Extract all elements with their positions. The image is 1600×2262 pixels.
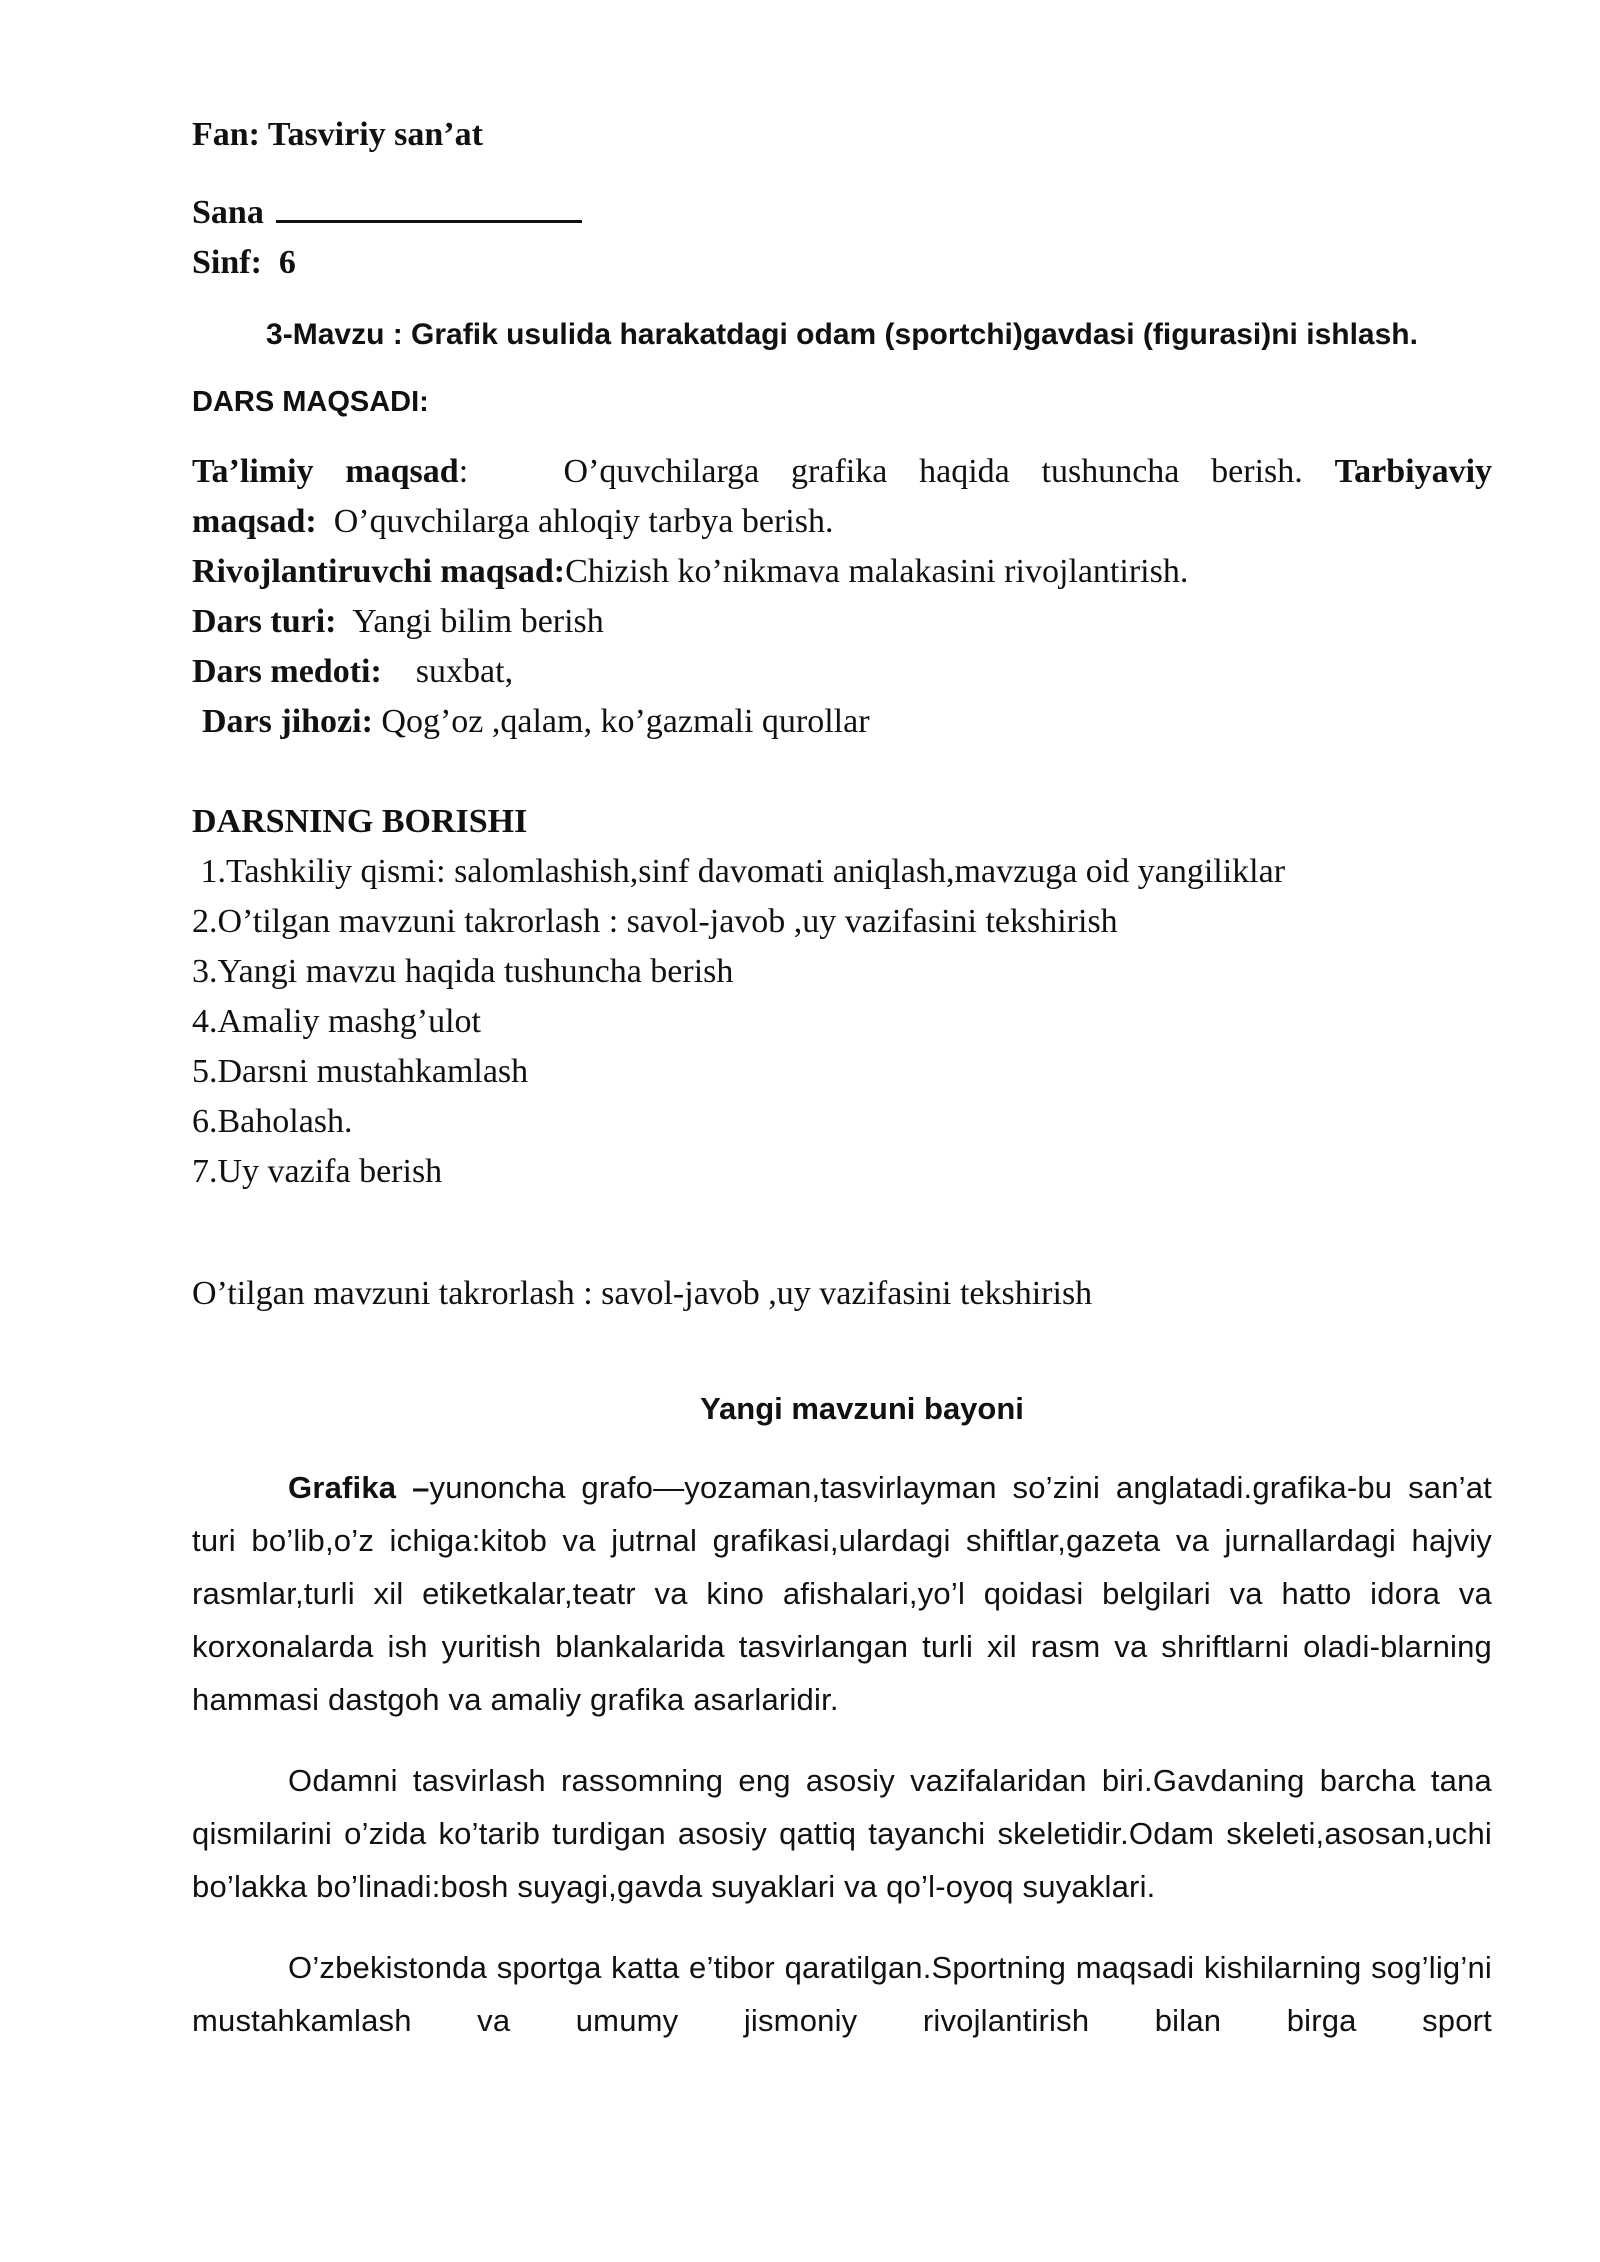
lesson-equipment-label: Dars jihozi:	[202, 703, 373, 740]
upbringing-goal-label-start: Tarbiyaviy	[1334, 453, 1493, 490]
lesson-topic: 3-Mavzu : Grafik usulida harakatdagi odam (sportchi)gavdasi (figurasi)ni ishlash.	[266, 318, 1418, 351]
lesson-equipment-text: Qog’oz ,qalam, ko’gazmali qurollar	[381, 703, 870, 740]
goals-block	[192, 447, 1492, 747]
lesson-method-label: Dars medoti:	[192, 653, 382, 690]
developmental-goal-text: Chizish ko’nikmava malakasini rivojlantirish.	[565, 553, 1189, 590]
list-item: 2.O’tilgan mavzuni takrorlash : savol-javob ,uy vazifasini tekshirish	[192, 903, 1118, 940]
upbringing-goal-text: O’quvchilarga ahloqiy tarbya berish.	[333, 503, 834, 540]
review-line: O’tilgan mavzuni takrorlash : savol-javob ,uy vazifasini tekshirish	[192, 1275, 1093, 1312]
lesson-method-text: suxbat,	[415, 653, 514, 690]
subject-label: Fan:	[192, 116, 260, 153]
date-line	[192, 188, 1492, 238]
list-item: 1.Tashkiliy qismi: salomlashish,sinf davomati aniqlash,mavzuga oid yangiliklar	[192, 853, 1286, 890]
lesson-progress-heading: DARSNING BORISHI	[192, 803, 528, 840]
lesson-type-label: Dars turi:	[192, 603, 337, 640]
lesson-method-line	[192, 647, 1492, 697]
goal-upbringing-line	[192, 497, 1492, 547]
date-label: Sana	[192, 194, 264, 231]
lesson-type-line	[192, 597, 1492, 647]
class-value: 6	[278, 244, 296, 281]
goal-developmental-line	[192, 547, 1492, 597]
upbringing-goal-label-end: maqsad:	[192, 503, 317, 540]
new-topic-heading: Yangi mavzuni bayoni	[700, 1391, 1024, 1426]
educational-goal-text: O’quvchilarga grafika haqida tushuncha berish.	[563, 453, 1303, 490]
lesson-type-text: Yangi bilim berish	[352, 603, 604, 640]
class-label: Sinf:	[192, 244, 262, 281]
goal-educational-line	[192, 447, 1492, 497]
educational-goal-colon: :	[458, 453, 469, 490]
list-item: 7.Uy vazifa berish	[192, 1153, 443, 1190]
list-item: 4.Amaliy mashg’ulot	[192, 1003, 481, 1040]
paragraph-graphics	[192, 1461, 1492, 1726]
list-item: 3.Yangi mavzu haqida tushuncha berish	[192, 953, 734, 990]
paragraph-sport: O’zbekistonda sportga katta e’tibor qaratilgan.Sportning maqsadi kishilarning sog’lig’ni mustahkamlash va umumy jismoniy rivojlantirish bilan birga sport	[192, 1950, 1492, 2038]
list-item: 5.Darsni mustahkamlash	[192, 1053, 529, 1090]
goals-heading: DARS MAQSADI:	[192, 386, 429, 418]
class-line	[192, 238, 1492, 288]
graphics-definition: yunoncha grafo—yozaman,tasvirlayman so’zini anglatadi.grafika-bu san’at turi bo’lib,o’z ichiga:kitob va jutrnal grafikasi,ulardagi shiftlar,gazeta va jurnallardagi hajviy rasmlar,turli xil etiketkalar,teatr va kino afishalari,yo’l qoidasi belgilari va hatto idora va korxonalarda ish yuritish blankalarida tasvirlangan turli xil rasm va shriftlarni oladi-blarning hammasi dastgoh va amaliy grafika asarlaridir.	[192, 1470, 1492, 1717]
developmental-goal-label: Rivojlantiruvchi maqsad:	[192, 553, 566, 590]
educational-goal-label: Ta’limiy maqsad	[192, 453, 459, 490]
paragraph-human-figure: Odamni tasvirlash rassomning eng asosiy vazifalaridan biri.Gavdaning barcha tana qismilarini o’zida ko’tarib turdigan asosiy qattiq tayanchi skeletidir.Odam skeleti,asosan,uchi bo’lakka bo’linadi:bosh suyagi,gavda suyaklari va qo’l-oyoq suyaklari.	[192, 1763, 1492, 1904]
document-page	[192, 110, 1492, 2047]
subject-line	[192, 110, 1492, 160]
list-item: 6.Baholash.	[192, 1103, 353, 1140]
lesson-equipment-line	[192, 697, 1492, 747]
lesson-progress-list	[192, 847, 1492, 1197]
subject-value: Tasviriy san’at	[267, 116, 483, 153]
date-blank-line	[276, 190, 582, 223]
graphics-term: Grafika –	[288, 1470, 430, 1505]
